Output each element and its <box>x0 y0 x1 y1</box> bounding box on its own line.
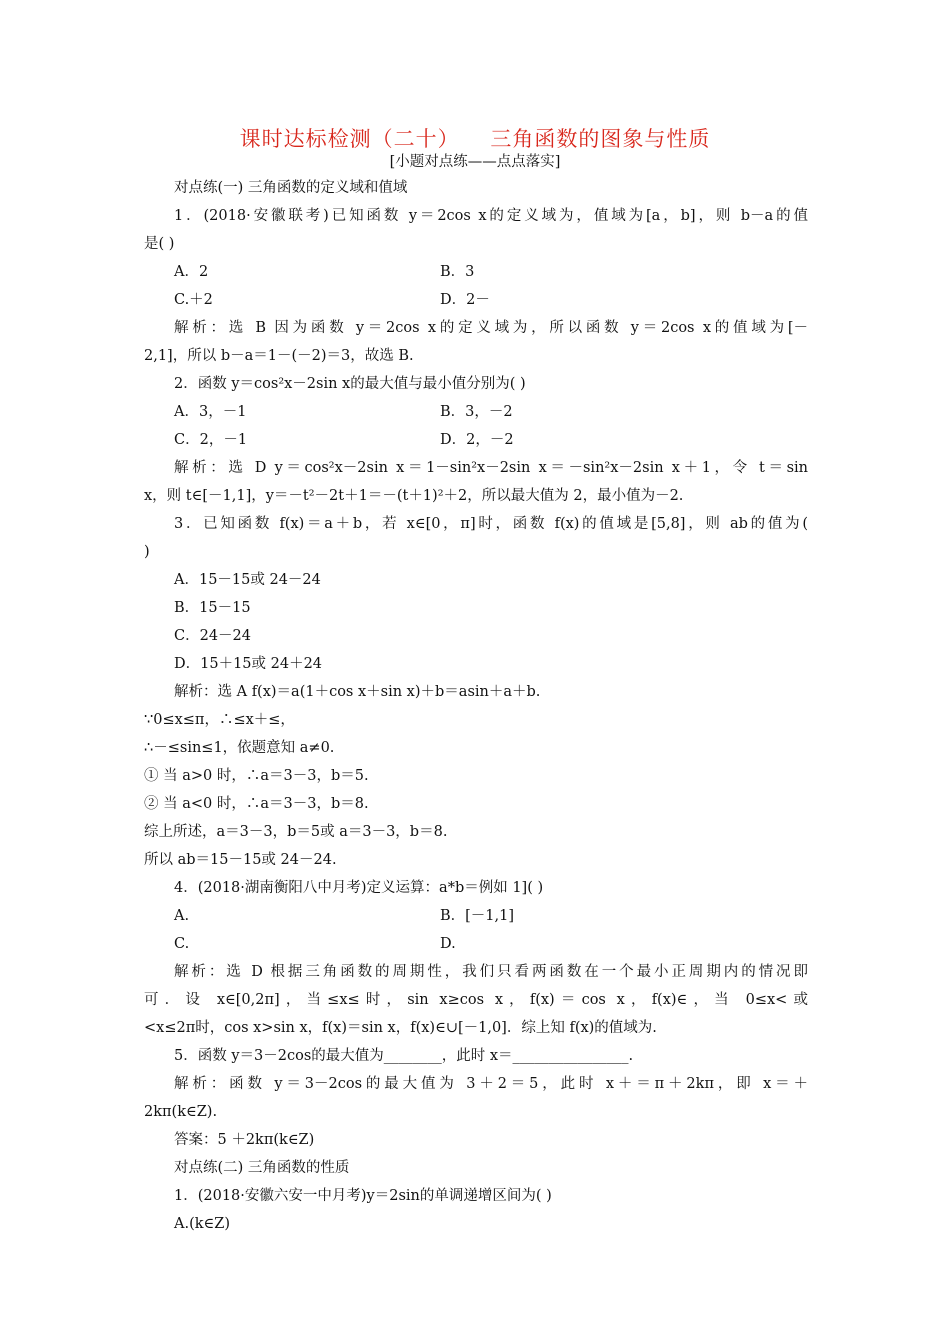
option-row <box>144 286 808 314</box>
text-line: 对点练(一) 三角函数的定义域和值域 <box>174 180 408 196</box>
text-line: 2．函数 y＝cos²x－2sin x的最大值与最小值分别为( ) <box>174 376 526 392</box>
option-left: A．3，－1 <box>174 404 247 420</box>
option-row <box>144 930 808 958</box>
text-line: 4．(2018·湖南衡阳八中月考)定义运算：a*b＝例如 1]( ) <box>174 880 544 896</box>
text-line: ∴－≤sin≤1，依题意知 a≠0. <box>144 740 335 756</box>
option-row <box>144 426 808 454</box>
text-line: 解析：选 A f(x)＝a(1＋cos x＋sin x)＋b＝asin＋a＋b. <box>174 684 541 700</box>
text-line: ① 当 a>0 时，∴a＝3－3，b＝5. <box>144 768 369 784</box>
text-line: 1．(2018·安徽六安一中月考)y＝2sin的单调递增区间为( ) <box>174 1188 552 1204</box>
option-left: C.＋2 <box>174 292 213 308</box>
option-row <box>144 398 808 426</box>
text-line: x，则 t∈[－1,1]，y＝－t²－2t＋1＝－(t＋1)²＋2，所以最大值为 2，最小值为－2. <box>144 488 684 504</box>
option-left: A．2 <box>174 264 209 280</box>
text-line: 1．(2018·安徽联考)已知函数 y＝2cos x的定义域为，值域为[a，b]，则 b－a的值 <box>174 208 808 224</box>
text-line: 所以 ab＝15－15或 24－24. <box>144 852 337 868</box>
text-line: 2,1]，所以 b－a＝1－(－2)＝3，故选 B. <box>144 348 414 364</box>
option-left: C．2，－1 <box>174 432 248 448</box>
option-right: B．3，－2 <box>440 404 513 420</box>
text-line: 对点练(二) 三角函数的性质 <box>174 1160 350 1176</box>
text-line: 答案：5 ＋2kπ(k∈Z) <box>174 1132 315 1148</box>
text-line: 5．函数 y＝3－2cos的最大值为________，此时 x＝________________. <box>174 1048 634 1064</box>
option-right: D．2，－2 <box>440 432 514 448</box>
text-line: 解析：选 D 根据三角函数的周期性，我们只看两函数在一个最小正周期内的情况即 <box>174 964 808 980</box>
text-line: ) <box>144 544 150 560</box>
text-line: 可．设 x∈[0,2π]，当≤x≤时，sin x≥cos x，f(x)＝cos x，f(x)∈，当 0≤x<或 <box>144 992 808 1008</box>
option-row <box>144 902 808 930</box>
text-line: A.(k∈Z) <box>174 1216 230 1232</box>
option-row <box>144 258 808 286</box>
text-line: A．15－15或 24－24 <box>174 572 321 588</box>
text-line: <x≤2π时，cos x>sin x，f(x)＝sin x，f(x)∈∪[－1,0]．综上知 f(x)的值域为. <box>144 1020 657 1036</box>
page-title: 课时达标检测（二十） 三角函数的图象与性质 <box>239 127 711 151</box>
text-line: 是( ) <box>144 236 175 252</box>
document-body <box>144 174 808 1238</box>
option-left: C. <box>174 936 190 952</box>
text-line: 3．已知函数 f(x)＝a＋b，若 x∈[0，π]时，函数 f(x)的值域是[5,8]，则 ab的值为( <box>174 516 808 532</box>
text-line: B．15－15 <box>174 600 251 616</box>
option-right: B．3 <box>440 264 475 280</box>
text-line: 解析：函数 y＝3－2cos的最大值为 3＋2＝5，此时 x＋＝π＋2kπ，即 x＝＋ <box>174 1076 808 1092</box>
text-line: ② 当 a<0 时，∴a＝3－3，b＝8. <box>144 796 369 812</box>
text-line: C．24－24 <box>174 628 251 644</box>
text-line: 解析：选 B 因为函数 y＝2cos x的定义域为，所以函数 y＝2cos x的值域为[－ <box>174 320 808 336</box>
text-line: 2kπ(k∈Z). <box>144 1104 218 1120</box>
text-line: 解析：选 D y＝cos²x－2sin x＝1－sin²x－2sin x＝－sin²x－2sin x＋1，令 t＝sin <box>174 460 808 476</box>
option-left: A. <box>174 908 190 924</box>
text-line: 综上所述，a＝3－3，b＝5或 a＝3－3，b＝8. <box>144 824 448 840</box>
option-right: D．2－ <box>440 292 490 308</box>
page-subtitle: [小题对点练——点点落实] <box>389 154 561 170</box>
option-right: D. <box>440 936 456 952</box>
text-line: ∵0≤x≤π，∴≤x＋≤， <box>144 712 295 728</box>
text-line: D．15＋15或 24＋24 <box>174 656 323 672</box>
option-right: B．[－1,1] <box>440 908 515 924</box>
